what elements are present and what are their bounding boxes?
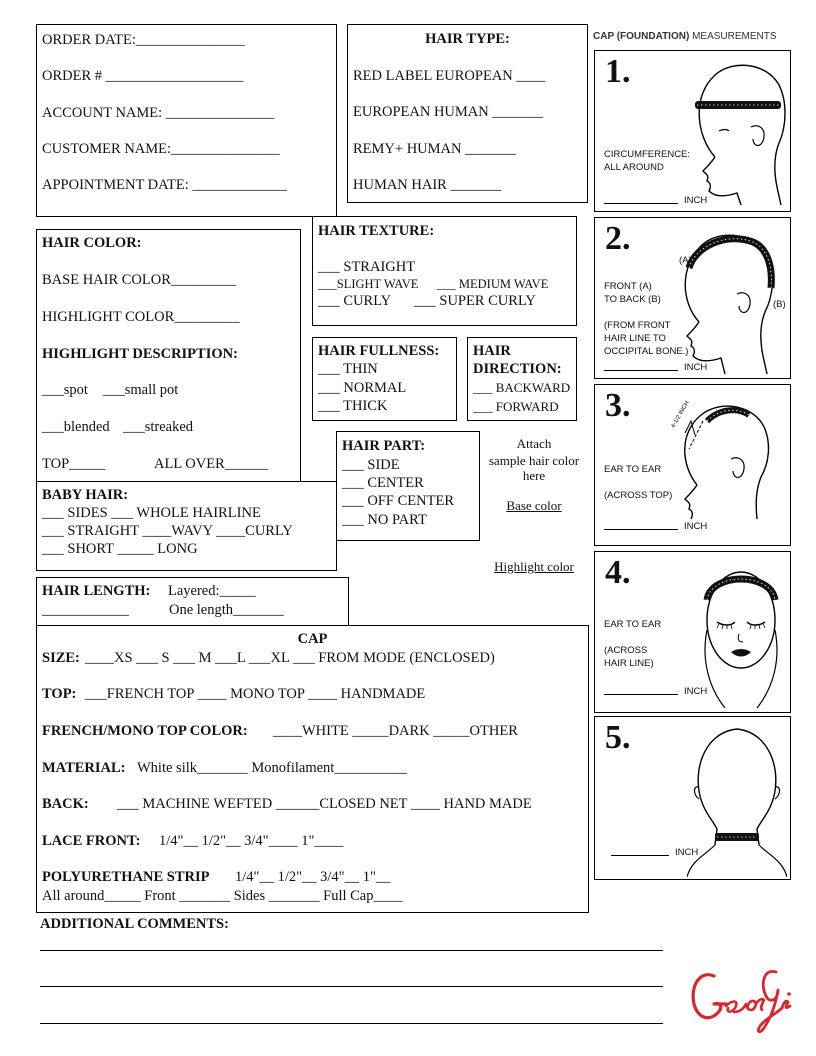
material-label: MATERIAL:: [42, 760, 126, 776]
hair-length-title: HAIR LENGTH:: [42, 583, 151, 599]
baby-hair-row[interactable]: ___ STRAIGHT ____WAVY ____CURLY: [42, 523, 293, 539]
step-label: FRONT (A) TO BACK (B) (FROM FRONT HAIR LINE TO OCCIPITAL BONE.): [604, 281, 689, 357]
face-front-icon: [695, 560, 787, 710]
appointment-date-field[interactable]: APPOINTMENT DATE: _____________: [42, 177, 287, 193]
order-date-field[interactable]: ORDER DATE:_______________: [42, 32, 245, 48]
lace-front-options[interactable]: 1/4"__ 1/2"__ 3/4"____ 1"____: [159, 833, 344, 849]
head-profile-icon: [667, 393, 777, 523]
order-info-box: [36, 24, 337, 217]
hair-type-option[interactable]: HUMAN HAIR _______: [353, 177, 502, 193]
comment-line[interactable]: [40, 986, 663, 987]
curly-option[interactable]: ___ CURLY: [318, 293, 392, 309]
top-options[interactable]: ___FRENCH TOP ____ MONO TOP ____ HANDMADE: [85, 686, 426, 702]
thick-option[interactable]: ___ THICK: [318, 398, 388, 414]
inch-field[interactable]: INCH: [604, 686, 707, 697]
polyurethane-strip-label: POLYURETHANE STRIP: [42, 869, 210, 885]
measurement-panel-2: [594, 217, 791, 379]
back-options[interactable]: ___ MACHINE WEFTED ______CLOSED NET ____ HAND MADE: [117, 796, 532, 812]
forward-option[interactable]: ___ FORWARD: [473, 399, 559, 414]
super-curly-option[interactable]: ___ SUPER CURLY: [414, 293, 536, 309]
step-number: 1.: [605, 53, 631, 90]
georgie-logo: [686, 960, 796, 1040]
hair-type-option[interactable]: EUROPEAN HUMAN _______: [353, 104, 544, 120]
mark-a-label: (A): [679, 255, 692, 266]
thin-option[interactable]: ___ THIN: [318, 361, 378, 377]
hair-part-title: HAIR PART:: [342, 438, 426, 454]
inch-field[interactable]: INCH: [604, 195, 707, 206]
center-option[interactable]: ___ CENTER: [342, 475, 424, 491]
attach-note: sample hair color: [488, 453, 580, 468]
top-color-label: FRENCH/MONO TOP COLOR:: [42, 723, 248, 739]
cap-box: [36, 625, 589, 913]
account-name-field[interactable]: ACCOUNT NAME: _______________: [42, 105, 275, 121]
order-number-field[interactable]: ORDER # ___________________: [42, 68, 244, 84]
back-label: BACK:: [42, 796, 89, 812]
hair-direction-box: [467, 337, 577, 421]
hair-texture-box: [312, 216, 577, 326]
slight-wave-option[interactable]: ___SLIGHT WAVE: [318, 277, 419, 291]
head-profile-icon: [675, 226, 775, 376]
inch-field[interactable]: INCH: [611, 847, 698, 858]
baby-hair-title: BABY HAIR:: [42, 487, 129, 503]
small-pot-option[interactable]: ___small pot: [103, 382, 179, 398]
hair-type-box: [347, 24, 588, 203]
top-color-options[interactable]: ____WHITE _____DARK _____OTHER: [273, 723, 518, 739]
mark-label: 4-1/2 INCH: [670, 400, 691, 430]
measurement-panel-4: [594, 551, 791, 713]
blended-option[interactable]: ___blended: [42, 419, 110, 435]
size-options[interactable]: ____XS ___ S ___ M ___L ___XL ___ FROM MODE (ENCLOSED): [85, 650, 495, 666]
side-option[interactable]: ___ SIDE: [342, 457, 400, 473]
head-back-icon: [687, 721, 787, 879]
hair-length-box: [36, 577, 349, 626]
hair-type-option[interactable]: REMY+ HUMAN _______: [353, 141, 516, 157]
step-number: 3.: [605, 387, 631, 424]
additional-comments-title: ADDITIONAL COMMENTS:: [40, 916, 229, 932]
lace-front-label: LACE FRONT:: [42, 833, 141, 849]
layered-option[interactable]: Layered:_____: [168, 583, 256, 599]
baby-hair-row[interactable]: ___ SHORT _____ LONG: [42, 541, 198, 557]
attach-note: here: [522, 468, 546, 483]
step-label: EAR TO EAR (ACROSS HAIR LINE): [604, 619, 662, 669]
base-color-sample-label: Base color: [506, 498, 562, 513]
highlight-color-field[interactable]: HIGHLIGHT COLOR_________: [42, 309, 240, 325]
baby-hair-box: [36, 481, 337, 571]
step-number: 2.: [605, 220, 631, 257]
top-label: TOP:: [42, 686, 77, 702]
base-hair-color-field[interactable]: BASE HAIR COLOR_________: [42, 272, 237, 288]
measurement-panel-5: [594, 716, 791, 880]
hair-part-box: [336, 431, 480, 541]
head-profile-icon: [675, 57, 789, 207]
all-over-option[interactable]: ALL OVER______: [154, 456, 269, 472]
hair-type-title: HAIR TYPE:: [425, 31, 510, 47]
off-center-option[interactable]: ___ OFF CENTER: [342, 493, 454, 509]
step-number: 4.: [605, 554, 631, 591]
polyurethane-strip-options[interactable]: 1/4"__ 1/2"__ 3/4"__ 1"__: [235, 869, 391, 885]
top-option[interactable]: TOP_____: [42, 456, 106, 472]
comment-line[interactable]: [40, 1023, 663, 1024]
attach-note: Attach: [516, 436, 552, 451]
strip-placement-options[interactable]: All around_____ Front _______ Sides _______ Full Cap____: [42, 888, 403, 904]
measurements-header-bold: CAP (FOUNDATION): [593, 31, 690, 42]
hair-direction-title: DIRECTION:: [473, 361, 562, 377]
inch-field[interactable]: INCH: [604, 521, 707, 532]
step-label: EAR TO EAR (ACROSS TOP): [604, 464, 673, 501]
measurements-header-rest: MEASUREMENTS: [689, 31, 777, 42]
comment-line[interactable]: [40, 950, 663, 951]
cap-title: CAP: [297, 631, 328, 647]
hair-color-box: [36, 229, 301, 483]
backward-option[interactable]: ___ BACKWARD: [473, 380, 571, 395]
customer-name-field[interactable]: CUSTOMER NAME:_______________: [42, 141, 280, 157]
size-label: SIZE:: [42, 650, 80, 666]
material-options[interactable]: White silk_______ Monofilament__________: [137, 760, 407, 776]
straight-option[interactable]: ___ STRAIGHT: [318, 259, 416, 275]
hair-length-blank[interactable]: ____________: [42, 602, 129, 618]
measurement-panel-1: [594, 50, 791, 212]
spot-option[interactable]: ___spot: [42, 382, 88, 398]
step-label: CIRCUMFERENCE: ALL AROUND: [604, 149, 691, 173]
hair-texture-title: HAIR TEXTURE:: [318, 223, 435, 239]
streaked-option[interactable]: ___streaked: [123, 419, 194, 435]
no-part-option[interactable]: ___ NO PART: [342, 512, 427, 528]
measurement-panel-3: [594, 384, 791, 546]
hair-type-option[interactable]: RED LABEL EUROPEAN ____: [353, 68, 546, 84]
inch-field[interactable]: INCH: [604, 362, 707, 373]
highlight-description-title: HIGHLIGHT DESCRIPTION:: [42, 346, 238, 362]
highlight-color-sample-label: Highlight color: [494, 559, 574, 574]
hair-color-title: HAIR COLOR:: [42, 235, 142, 251]
measurements-header: [593, 31, 777, 42]
hair-fullness-box: [312, 337, 457, 421]
baby-hair-row[interactable]: ___ SIDES ___ WHOLE HAIRLINE: [42, 505, 261, 521]
mark-b-label: (B): [773, 299, 786, 310]
one-length-option[interactable]: One length_______: [169, 602, 284, 618]
hair-fullness-title: HAIR FULLNESS:: [318, 343, 440, 359]
medium-wave-option[interactable]: ___ MEDIUM WAVE: [437, 277, 549, 291]
normal-option[interactable]: ___ NORMAL: [318, 380, 407, 396]
step-number: 5.: [605, 719, 631, 756]
hair-direction-title: HAIR: [473, 343, 511, 359]
